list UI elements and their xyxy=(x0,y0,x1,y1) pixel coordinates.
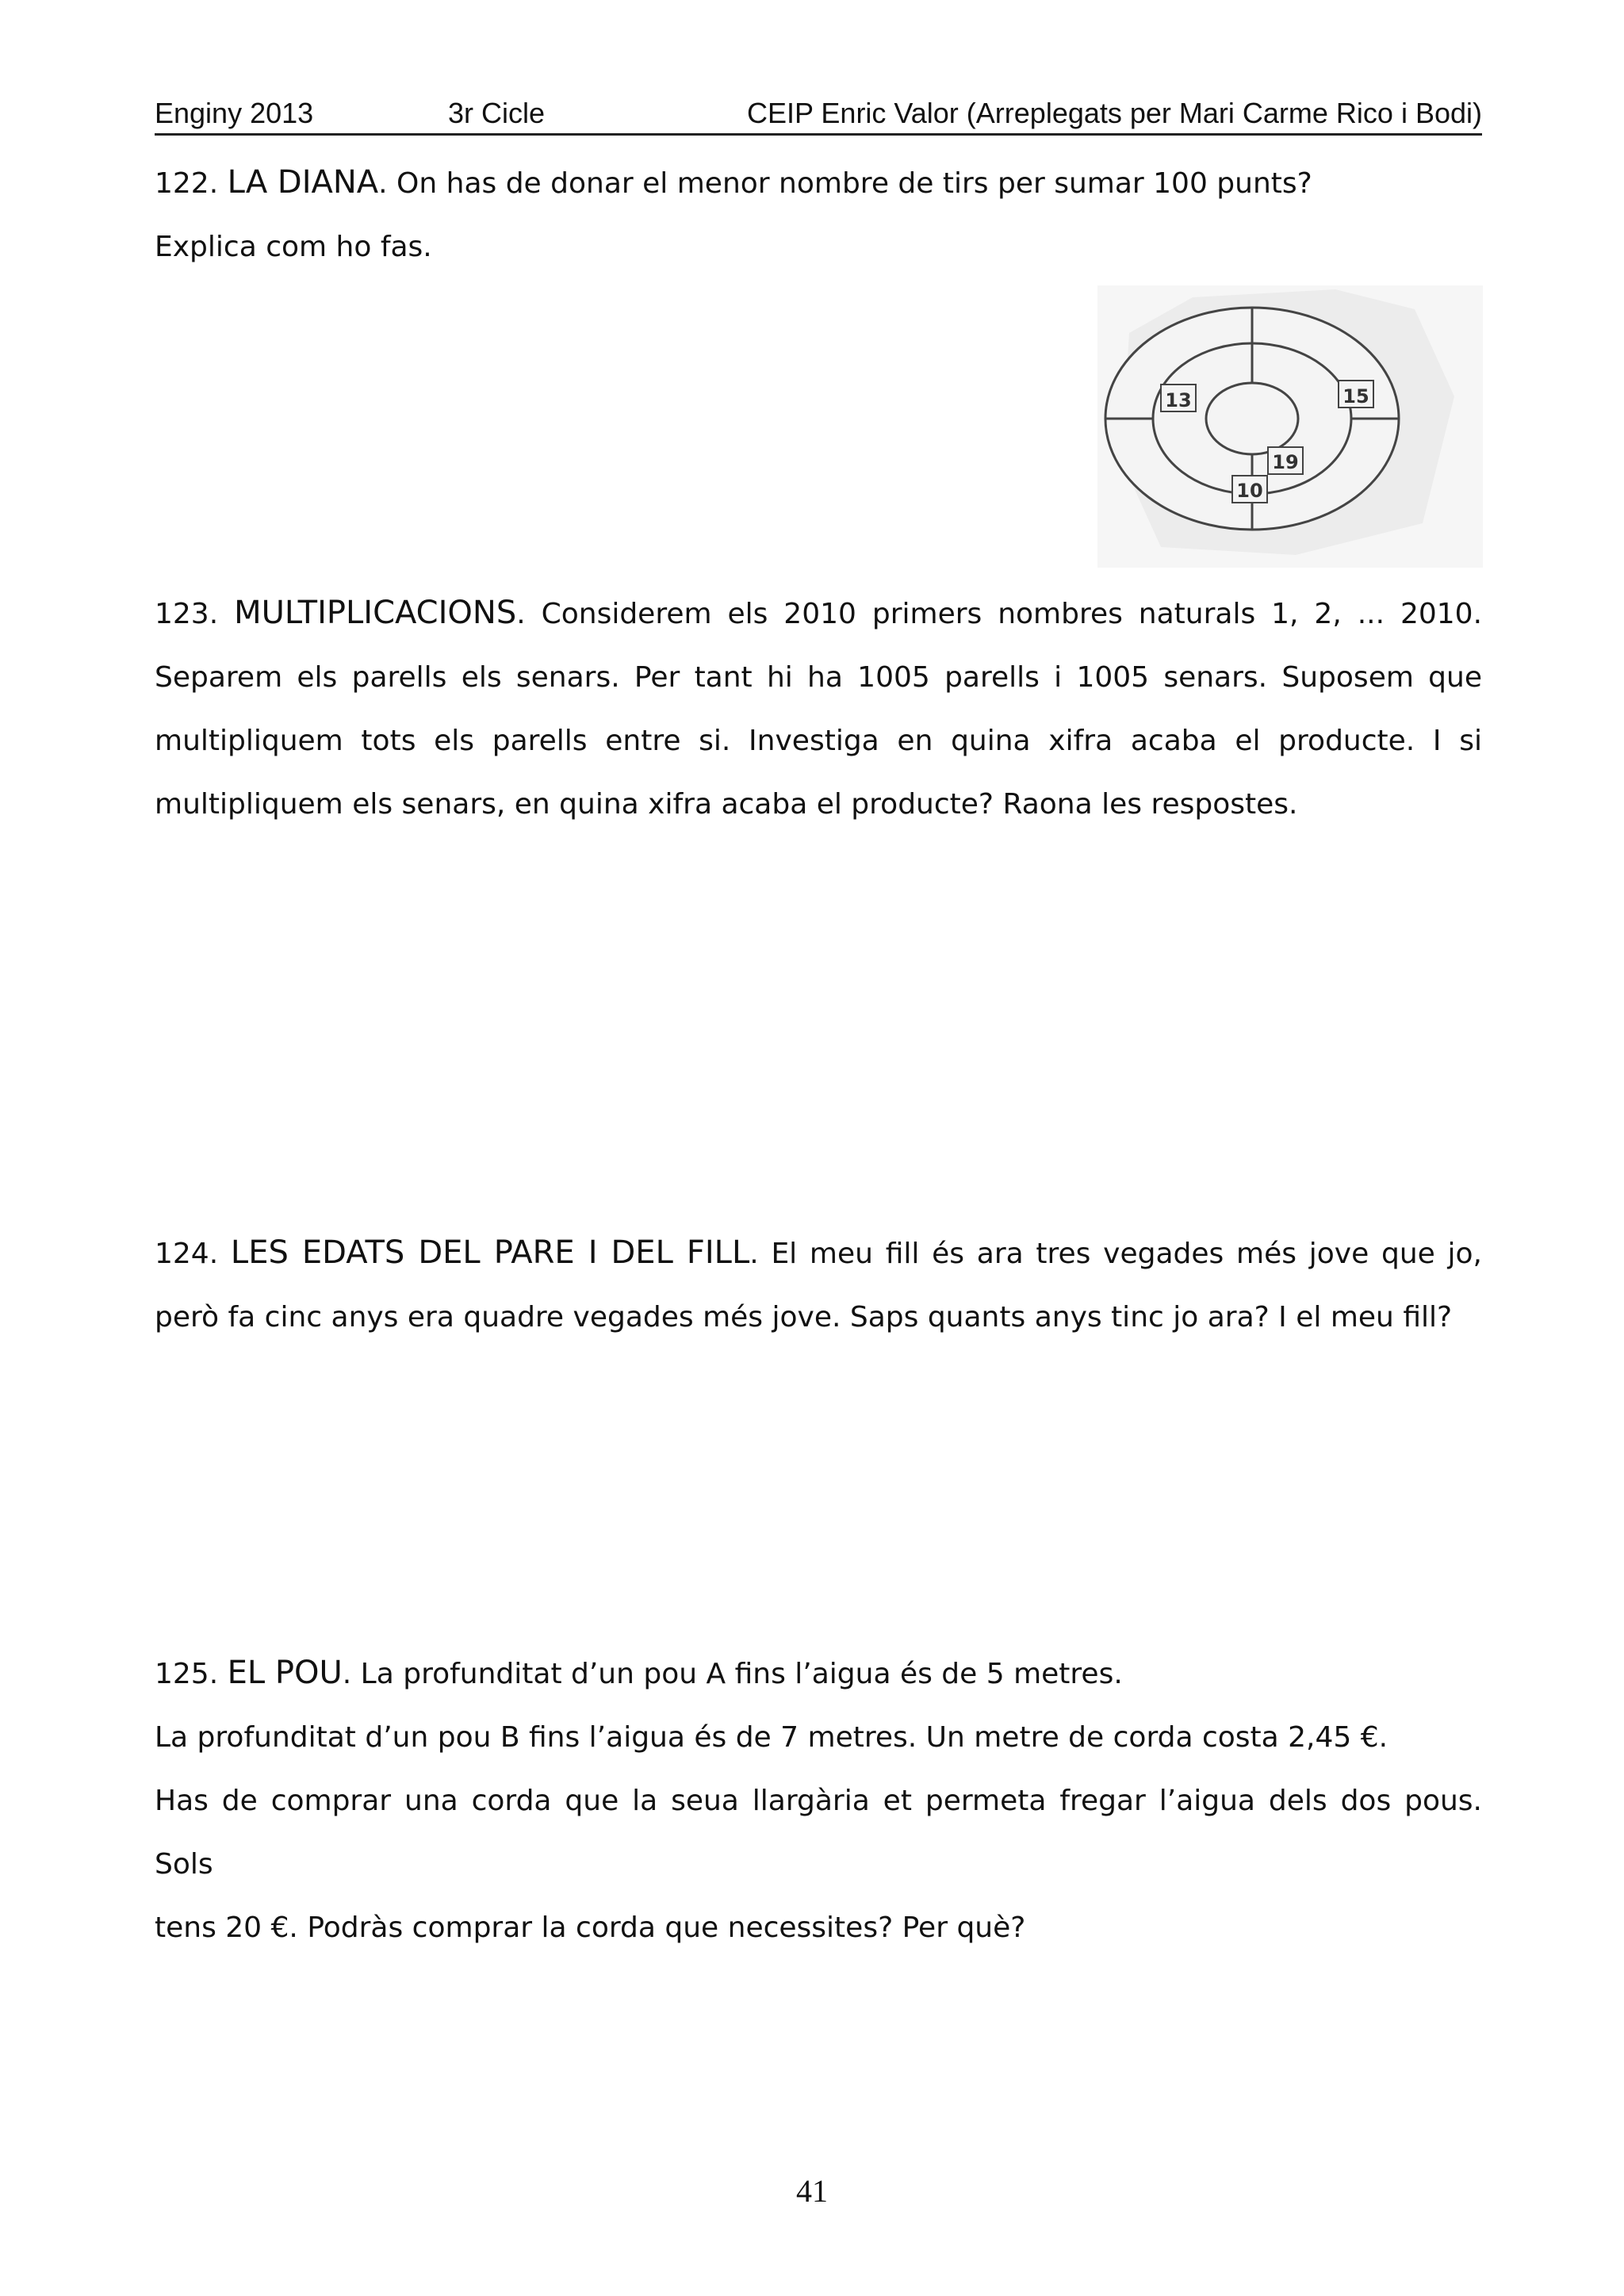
problem-122 xyxy=(155,151,1482,279)
problem-text: On has de donar el menor nombre de tirs per sumar 100 punts? xyxy=(396,167,1312,200)
problem-first-line: 124. LES EDATS DEL PARE I DEL FILL. El meu fill és ara tres vegades més jove que jo, xyxy=(155,1234,1482,1271)
problem-title: EL POU xyxy=(227,1655,343,1691)
problem-text-line: Explica com ho fas. xyxy=(155,231,432,263)
problem-title: LA DIANA xyxy=(227,164,379,201)
problem-number: 122. xyxy=(155,167,219,200)
header-title: Enginy 2013 xyxy=(155,97,314,129)
problem-text-line: multipliquem els senars, en quina xifra acaba el producte? Raona les respostes. xyxy=(155,788,1298,821)
header-cycle: 3r Cicle xyxy=(448,97,546,129)
problem-text-line: multipliquem tots els parells entre si. Investiga en quina xifra acaba el producte. I si xyxy=(155,725,1482,757)
problem-text-line: però fa cinc anys era quadre vegades més jove. Saps quants anys tinc jo ara? I el meu fill? xyxy=(155,1301,1453,1334)
problem-number: 125. xyxy=(155,1658,219,1690)
problem-first-line: 125. EL POU. La profunditat d’un pou A fins l’aigua és de 5 metres. xyxy=(155,1655,1123,1691)
target-figure xyxy=(1097,285,1483,568)
target-diagram xyxy=(1097,285,1483,568)
problem-text: El meu fill és ara tres vegades més jove que jo, xyxy=(771,1238,1482,1270)
score-label-13: 13 xyxy=(1165,389,1192,411)
problem-123 xyxy=(155,581,1482,836)
problem-text-line: tens 20 €. Podràs comprar la corda que necessites? Per què? xyxy=(155,1911,1026,1944)
problem-125 xyxy=(155,1641,1482,1960)
score-label-15: 15 xyxy=(1342,385,1369,408)
problem-text-line: Has de comprar una corda que la seua llargària et permeta fregar l’aigua dels dos pous. Sols xyxy=(155,1785,1482,1881)
problem-text-line: La profunditat d’un pou B fins l’aigua és de 7 metres. Un metre de corda costa 2,45 €. xyxy=(155,1721,1388,1754)
problem-text: La profunditat d’un pou A fins l’aigua és de 5 metres. xyxy=(360,1658,1123,1690)
problem-title: MULTIPLICACIONS xyxy=(234,595,517,631)
score-label-19: 19 xyxy=(1272,451,1299,473)
problem-text-line: Separem els parells els senars. Per tant hi ha 1005 parells i 1005 senars. Suposem que xyxy=(155,661,1482,694)
header-school: CEIP Enric Valor (Arreplegats per Mari Carme Rico i Bodi) xyxy=(747,97,1482,129)
problem-first-line: 122. LA DIANA. On has de donar el menor nombre de tirs per sumar 100 punts? xyxy=(155,164,1312,201)
problem-number: 123. xyxy=(155,598,219,630)
problem-number: 124. xyxy=(155,1238,219,1270)
page-header xyxy=(155,94,1482,136)
problem-text: Considerem els 2010 primers nombres naturals 1, 2, ... 2010. xyxy=(541,598,1483,630)
problem-title: LES EDATS DEL PARE I DEL FILL xyxy=(230,1234,750,1271)
score-label-10: 10 xyxy=(1236,480,1263,502)
page-number: 41 xyxy=(796,2173,828,2209)
problem-first-line: 123. MULTIPLICACIONS. Considerem els 2010 primers nombres naturals 1, 2, ... 2010. xyxy=(155,595,1483,631)
problem-124 xyxy=(155,1221,1482,1349)
